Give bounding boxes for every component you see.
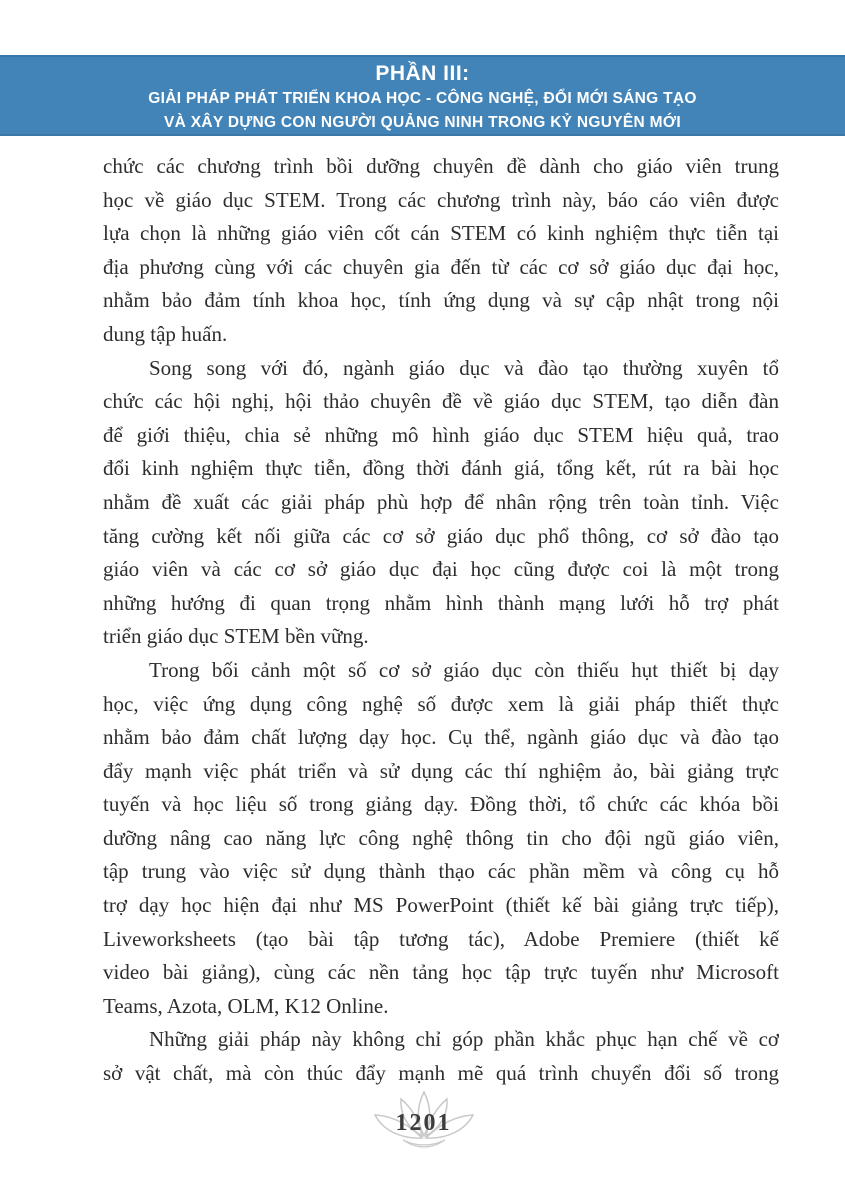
page-number: 1201 [395,1110,452,1136]
header-title-line-1: GIẢI PHÁP PHÁT TRIỂN KHOA HỌC - CÔNG NGHỆ, ĐỔI MỚI SÁNG TẠO [148,90,697,107]
body-text [103,150,779,1091]
text-line: học về giáo dục STEM. Trong các chương trình này, báo cáo viên được [103,187,779,212]
text-line: Song song với đó, ngành giáo dục và đào tạo thường xuyên tổ [149,355,779,380]
text-line: nhằm bảo đảm chất lượng dạy học. Cụ thể, ngành giáo dục và đào tạo [103,725,779,750]
text-line: chức các chương trình bồi dưỡng chuyên đề dành cho giáo viên trung [103,154,779,178]
text-line: giáo viên và các cơ sở giáo dục đại học cũng được coi là một trong [103,557,779,582]
text-line: Teams, Azota, OLM, K12 Online. [103,993,389,1018]
text-line: dung tập huấn. [103,321,228,346]
text-line: tập trung vào việc sử dụng thành thạo các phần mềm và công cụ hỗ [103,859,779,884]
text-line: những hướng đi quan trọng nhằm hình thành mạng lưới hỗ trợ phát [103,590,779,615]
paragraph [103,150,779,352]
text-line: đổi kinh nghiệm thực tiễn, đồng thời đánh giá, tổng kết, rút ra bài học [103,456,779,481]
part-label: PHẦN III: [375,62,470,85]
text-line: trợ dạy học hiện đại như MS PowerPoint (thiết kế bài giảng trực tiếp), [103,893,779,918]
text-line: triển giáo dục STEM bền vững. [103,624,369,649]
header-band [0,55,845,136]
text-line: lựa chọn là những giáo viên cốt cán STEM có kinh nghiệm thực tiễn tại [103,221,779,246]
text-line: Trong bối cảnh một số cơ sở giáo dục còn thiếu hụt thiết bị dạy [149,657,779,682]
footer-ornament [354,1090,494,1160]
text-line: video bài giảng), cùng các nền tảng học tập trực tuyến như Microsoft [103,960,779,985]
header-title-line-2: VÀ XÂY DỰNG CON NGƯỜI QUẢNG NINH TRONG KỶ NGUYÊN MỚI [163,114,681,131]
text-line: sở vật chất, mà còn thúc đẩy mạnh mẽ quá trình chuyển đổi số trong [103,1061,779,1086]
text-line: dưỡng nâng cao năng lực công nghệ thông tin cho đội ngũ giáo viên, [103,825,779,850]
paragraph [103,654,779,1024]
paragraph [103,352,779,654]
text-line: địa phương cùng với các chuyên gia đến từ các cơ sở giáo dục đại học, [103,254,779,279]
text-line: Những giải pháp này không chỉ góp phần khắc phục hạn chế về cơ [149,1027,779,1052]
text-line: để giới thiệu, chia sẻ những mô hình giáo dục STEM hiệu quả, trao [103,422,779,447]
text-line: tuyến và học liệu số trong giảng dạy. Đồng thời, tổ chức các khóa bồi [103,792,779,817]
text-line: nhằm bảo đảm tính khoa học, tính ứng dụng và sự cập nhật trong nội [103,288,779,313]
paragraph [103,1023,779,1090]
text-line: Liveworksheets (tạo bài tập tương tác), Adobe Premiere (thiết kế [103,926,779,951]
text-line: đẩy mạnh việc phát triển và sử dụng các thí nghiệm ảo, bài giảng trực [103,758,779,783]
text-line: học, việc ứng dụng công nghệ số được xem là giải pháp thiết thực [103,691,779,716]
text-line: chức các hội nghị, hội thảo chuyên đề về giáo dục STEM, tạo diễn đàn [103,389,779,414]
text-line: tăng cường kết nối giữa các cơ sở giáo dục phổ thông, cơ sở đào tạo [103,523,779,548]
text-line: nhằm đề xuất các giải pháp phù hợp để nhân rộng trên toàn tỉnh. Việc [103,489,779,514]
